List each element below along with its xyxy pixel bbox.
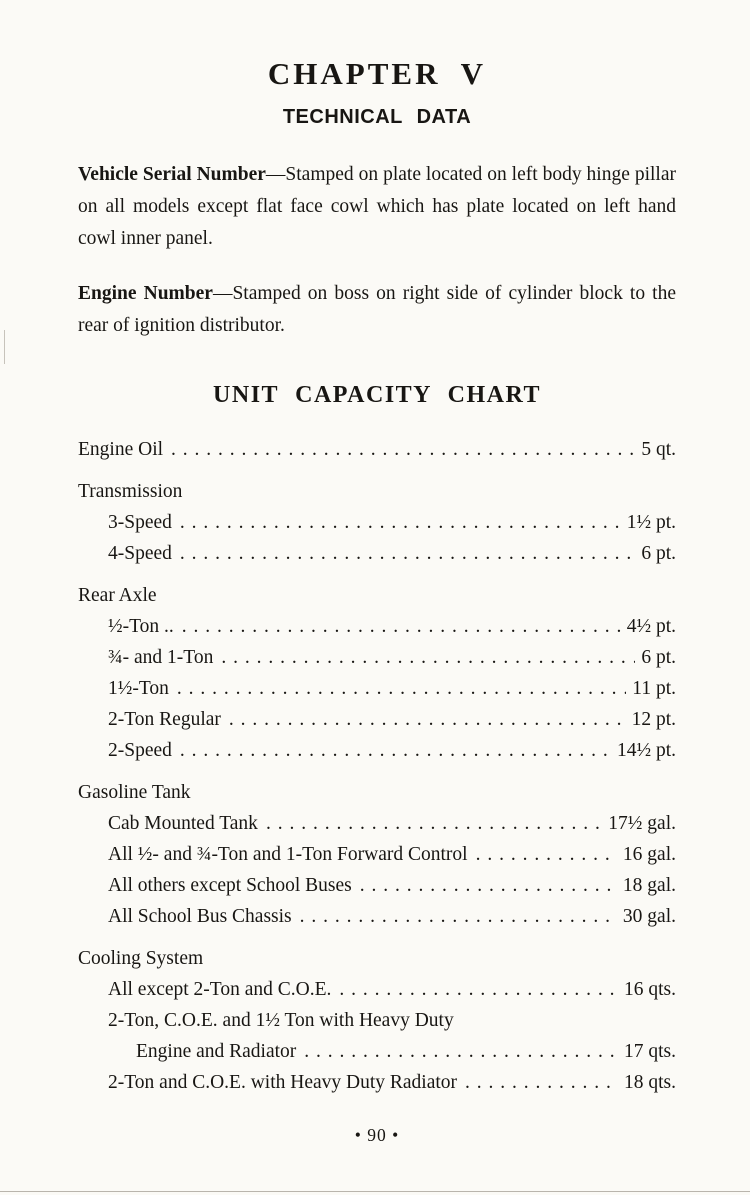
capacity-row-1-half-ton xyxy=(78,674,676,705)
row-value: 16 gal. xyxy=(622,844,676,866)
row-label: Engine and Radiator xyxy=(136,1041,297,1063)
row-label: All except 2-Ton and C.O.E. xyxy=(108,979,332,1001)
capacity-row-cab-mounted-tank xyxy=(78,809,676,840)
leader-dots xyxy=(221,647,635,669)
row-value: 12 pt. xyxy=(631,709,676,731)
row-value: 17 qts. xyxy=(623,1041,676,1063)
row-value: 6 pt. xyxy=(641,543,676,565)
paragraph-lead: Vehicle Serial Number xyxy=(78,164,266,185)
row-value: 16 qts. xyxy=(623,979,676,1001)
row-value: 17½ gal. xyxy=(608,813,676,835)
row-label: 3-Speed xyxy=(108,512,172,534)
row-label: 2-Ton, C.O.E. and 1½ Ton with Heavy Duty xyxy=(108,1010,454,1032)
capacity-row-heavy-duty-radiator xyxy=(78,1068,676,1099)
leader-dots xyxy=(180,512,621,534)
page-number: • 90 • xyxy=(354,1124,400,1145)
capacity-row-all-except-2-ton-coe xyxy=(78,975,676,1006)
row-label: Rear Axle xyxy=(78,585,157,607)
capacity-row-2-ton-regular xyxy=(78,705,676,736)
capacity-row-half-ton xyxy=(78,612,676,643)
paragraph-body: —Stamped on boss on right side of cylinder block to the rear of ignition distributor. xyxy=(78,283,676,337)
capacity-section-rear-axle xyxy=(78,581,676,612)
row-value: 14½ pt. xyxy=(616,740,676,762)
row-value: 1½ pt. xyxy=(626,512,676,534)
row-label: 2-Speed xyxy=(108,740,172,762)
scan-artifact-bottom xyxy=(0,1191,750,1192)
paragraph-engine-number xyxy=(78,278,676,342)
capacity-section-transmission xyxy=(78,477,676,508)
capacity-row-all-school-bus-chassis xyxy=(78,902,676,933)
row-label: 2-Ton and C.O.E. with Heavy Duty Radiator xyxy=(108,1072,458,1094)
leader-dots xyxy=(180,543,635,565)
row-value: 30 gal. xyxy=(622,906,676,928)
row-label: ¾- and 1-Ton xyxy=(108,647,214,669)
paragraph-vehicle-serial-number xyxy=(78,159,676,254)
row-label: All others except School Buses xyxy=(108,875,352,897)
row-label: 2-Ton Regular xyxy=(108,709,221,731)
capacity-section-gasoline-tank xyxy=(78,778,676,809)
row-label: All School Bus Chassis xyxy=(108,906,292,928)
capacity-row-3-speed xyxy=(78,508,676,539)
row-value: 6 pt. xyxy=(641,647,676,669)
capacity-row-forward-control xyxy=(78,840,676,871)
row-label: Transmission xyxy=(78,481,183,503)
row-label: 4-Speed xyxy=(108,543,172,565)
leader-dots xyxy=(360,875,617,897)
leader-dots xyxy=(180,740,611,762)
row-label: ½-Ton .. xyxy=(108,616,174,638)
paragraph-lead: Engine Number xyxy=(78,283,213,305)
row-label: All ½- and ¾-Ton and 1-Ton Forward Control xyxy=(108,844,468,866)
row-label: Gasoline Tank xyxy=(78,782,191,804)
leader-dots xyxy=(304,1041,618,1063)
row-value: 4½ pt. xyxy=(626,616,676,638)
section-title: TECHNICAL DATA xyxy=(282,106,472,128)
paragraph-body: —Stamped on plate located on left body hinge pillar on all models except flat face cowl which has plate located on left hand cowl inner panel. xyxy=(78,164,676,249)
leader-dots xyxy=(177,678,626,700)
leader-dots xyxy=(300,906,617,928)
leader-dots xyxy=(229,709,626,731)
row-label: Cooling System xyxy=(78,948,204,970)
leader-dots xyxy=(171,439,635,461)
capacity-row-4-speed xyxy=(78,539,676,570)
capacity-row-2-speed xyxy=(78,736,676,767)
leader-dots xyxy=(476,844,617,866)
capacity-row-all-others-except-school-buses xyxy=(78,871,676,902)
scan-artifact-left xyxy=(4,330,5,364)
row-value: 18 qts. xyxy=(623,1072,676,1094)
leader-dots xyxy=(339,979,618,1001)
row-label: Cab Mounted Tank xyxy=(108,813,258,835)
capacity-row-three-quarter-and-1-ton xyxy=(78,643,676,674)
row-value: 11 pt. xyxy=(632,678,676,700)
row-value: 5 qt. xyxy=(641,439,676,461)
row-label: 1½-Ton xyxy=(108,678,169,700)
chapter-title: CHAPTER V xyxy=(267,56,487,91)
leader-dots xyxy=(266,813,602,835)
capacity-row-engine-oil xyxy=(78,435,676,466)
capacity-row-heavy-duty-line1 xyxy=(78,1006,676,1037)
row-value: 18 gal. xyxy=(622,875,676,897)
leader-dots xyxy=(465,1072,618,1094)
row-label: Engine Oil xyxy=(78,439,164,461)
capacity-row-heavy-duty-line2 xyxy=(78,1037,676,1068)
leader-dots xyxy=(182,616,621,638)
capacity-section-cooling-system xyxy=(78,944,676,975)
chart-title: UNIT CAPACITY CHART xyxy=(213,381,541,408)
unit-capacity-chart xyxy=(78,435,676,1099)
